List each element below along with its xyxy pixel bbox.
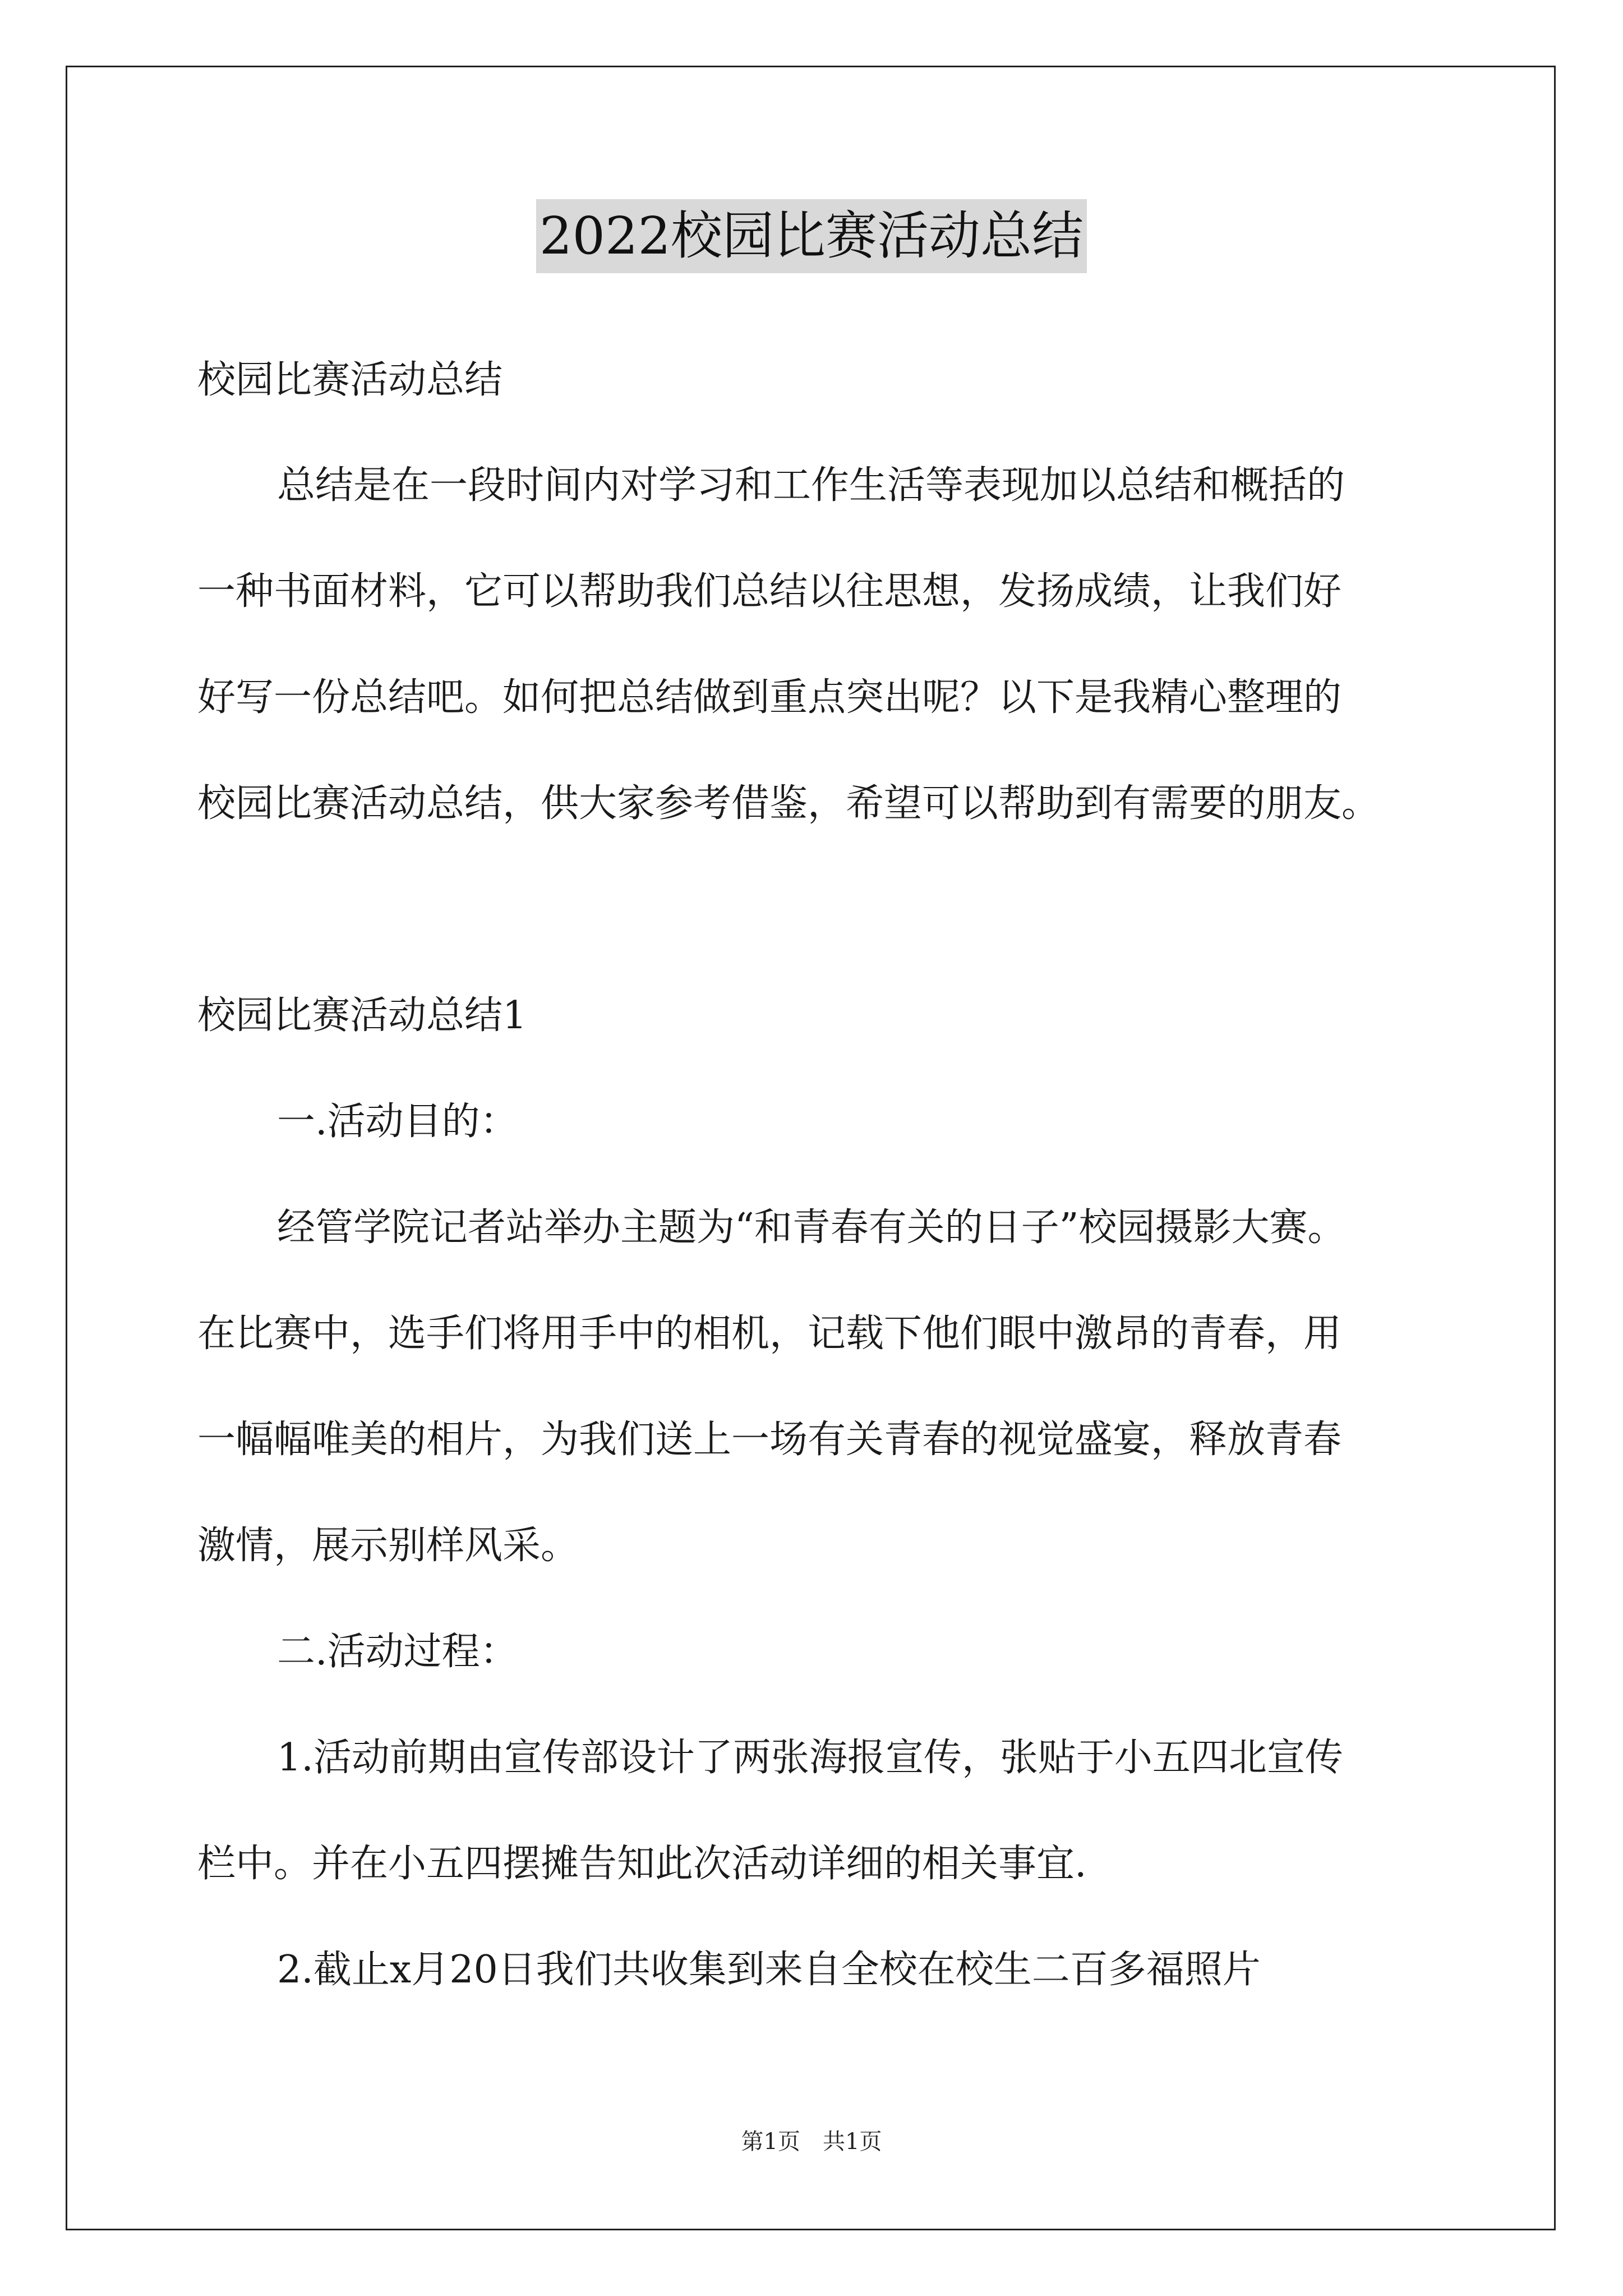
item2-line-1: 2.截止x月20日我们共收集到来自全校在校生二百多福照片 [277,1948,1261,1992]
part-heading-1: 一.活动目的： [277,1099,518,1144]
part1-line-4: 激情，展示别样风采。 [197,1524,579,1568]
section-heading-1: 校园比赛活动总结1 [197,993,527,1038]
subtitle: 校园比赛活动总结 [197,358,503,402]
part-heading-2: 二.活动过程： [277,1630,518,1674]
part1-line-3: 一幅幅唯美的相片，为我们送上一场有关青春的视觉盛宴，释放青春 [197,1418,1342,1462]
part1-line-1: 经管学院记者站举办主题为“和青春有关的日子”校园摄影大赛。 [277,1205,1346,1250]
document-title: 2022校园比赛活动总结 [536,199,1087,273]
part1-line-2: 在比赛中，选手们将用手中的相机，记载下他们眼中激昂的青春，用 [197,1312,1342,1356]
intro-line-3: 好写一份总结吧。如何把总结做到重点突出呢？以下是我精心整理的 [197,675,1342,720]
item1-line-1: 1.活动前期由宣传部设计了两张海报宣传，张贴于小五四北宣传 [277,1736,1343,1780]
item1-line-2: 栏中。并在小五四摆摊告知此次活动详细的相关事宜. [197,1842,1087,1886]
title-container [0,199,1623,273]
page-footer: 第1页 共1页 [741,2129,882,2155]
intro-line-2: 一种书面材料，它可以帮助我们总结以往思想，发扬成绩，让我们好 [197,569,1342,614]
intro-line-1: 总结是在一段时间内对学习和工作生活等表现加以总结和概括的 [277,463,1345,508]
intro-line-4: 校园比赛活动总结，供大家参考借鉴，希望可以帮助到有需要的朋友。 [197,781,1380,826]
